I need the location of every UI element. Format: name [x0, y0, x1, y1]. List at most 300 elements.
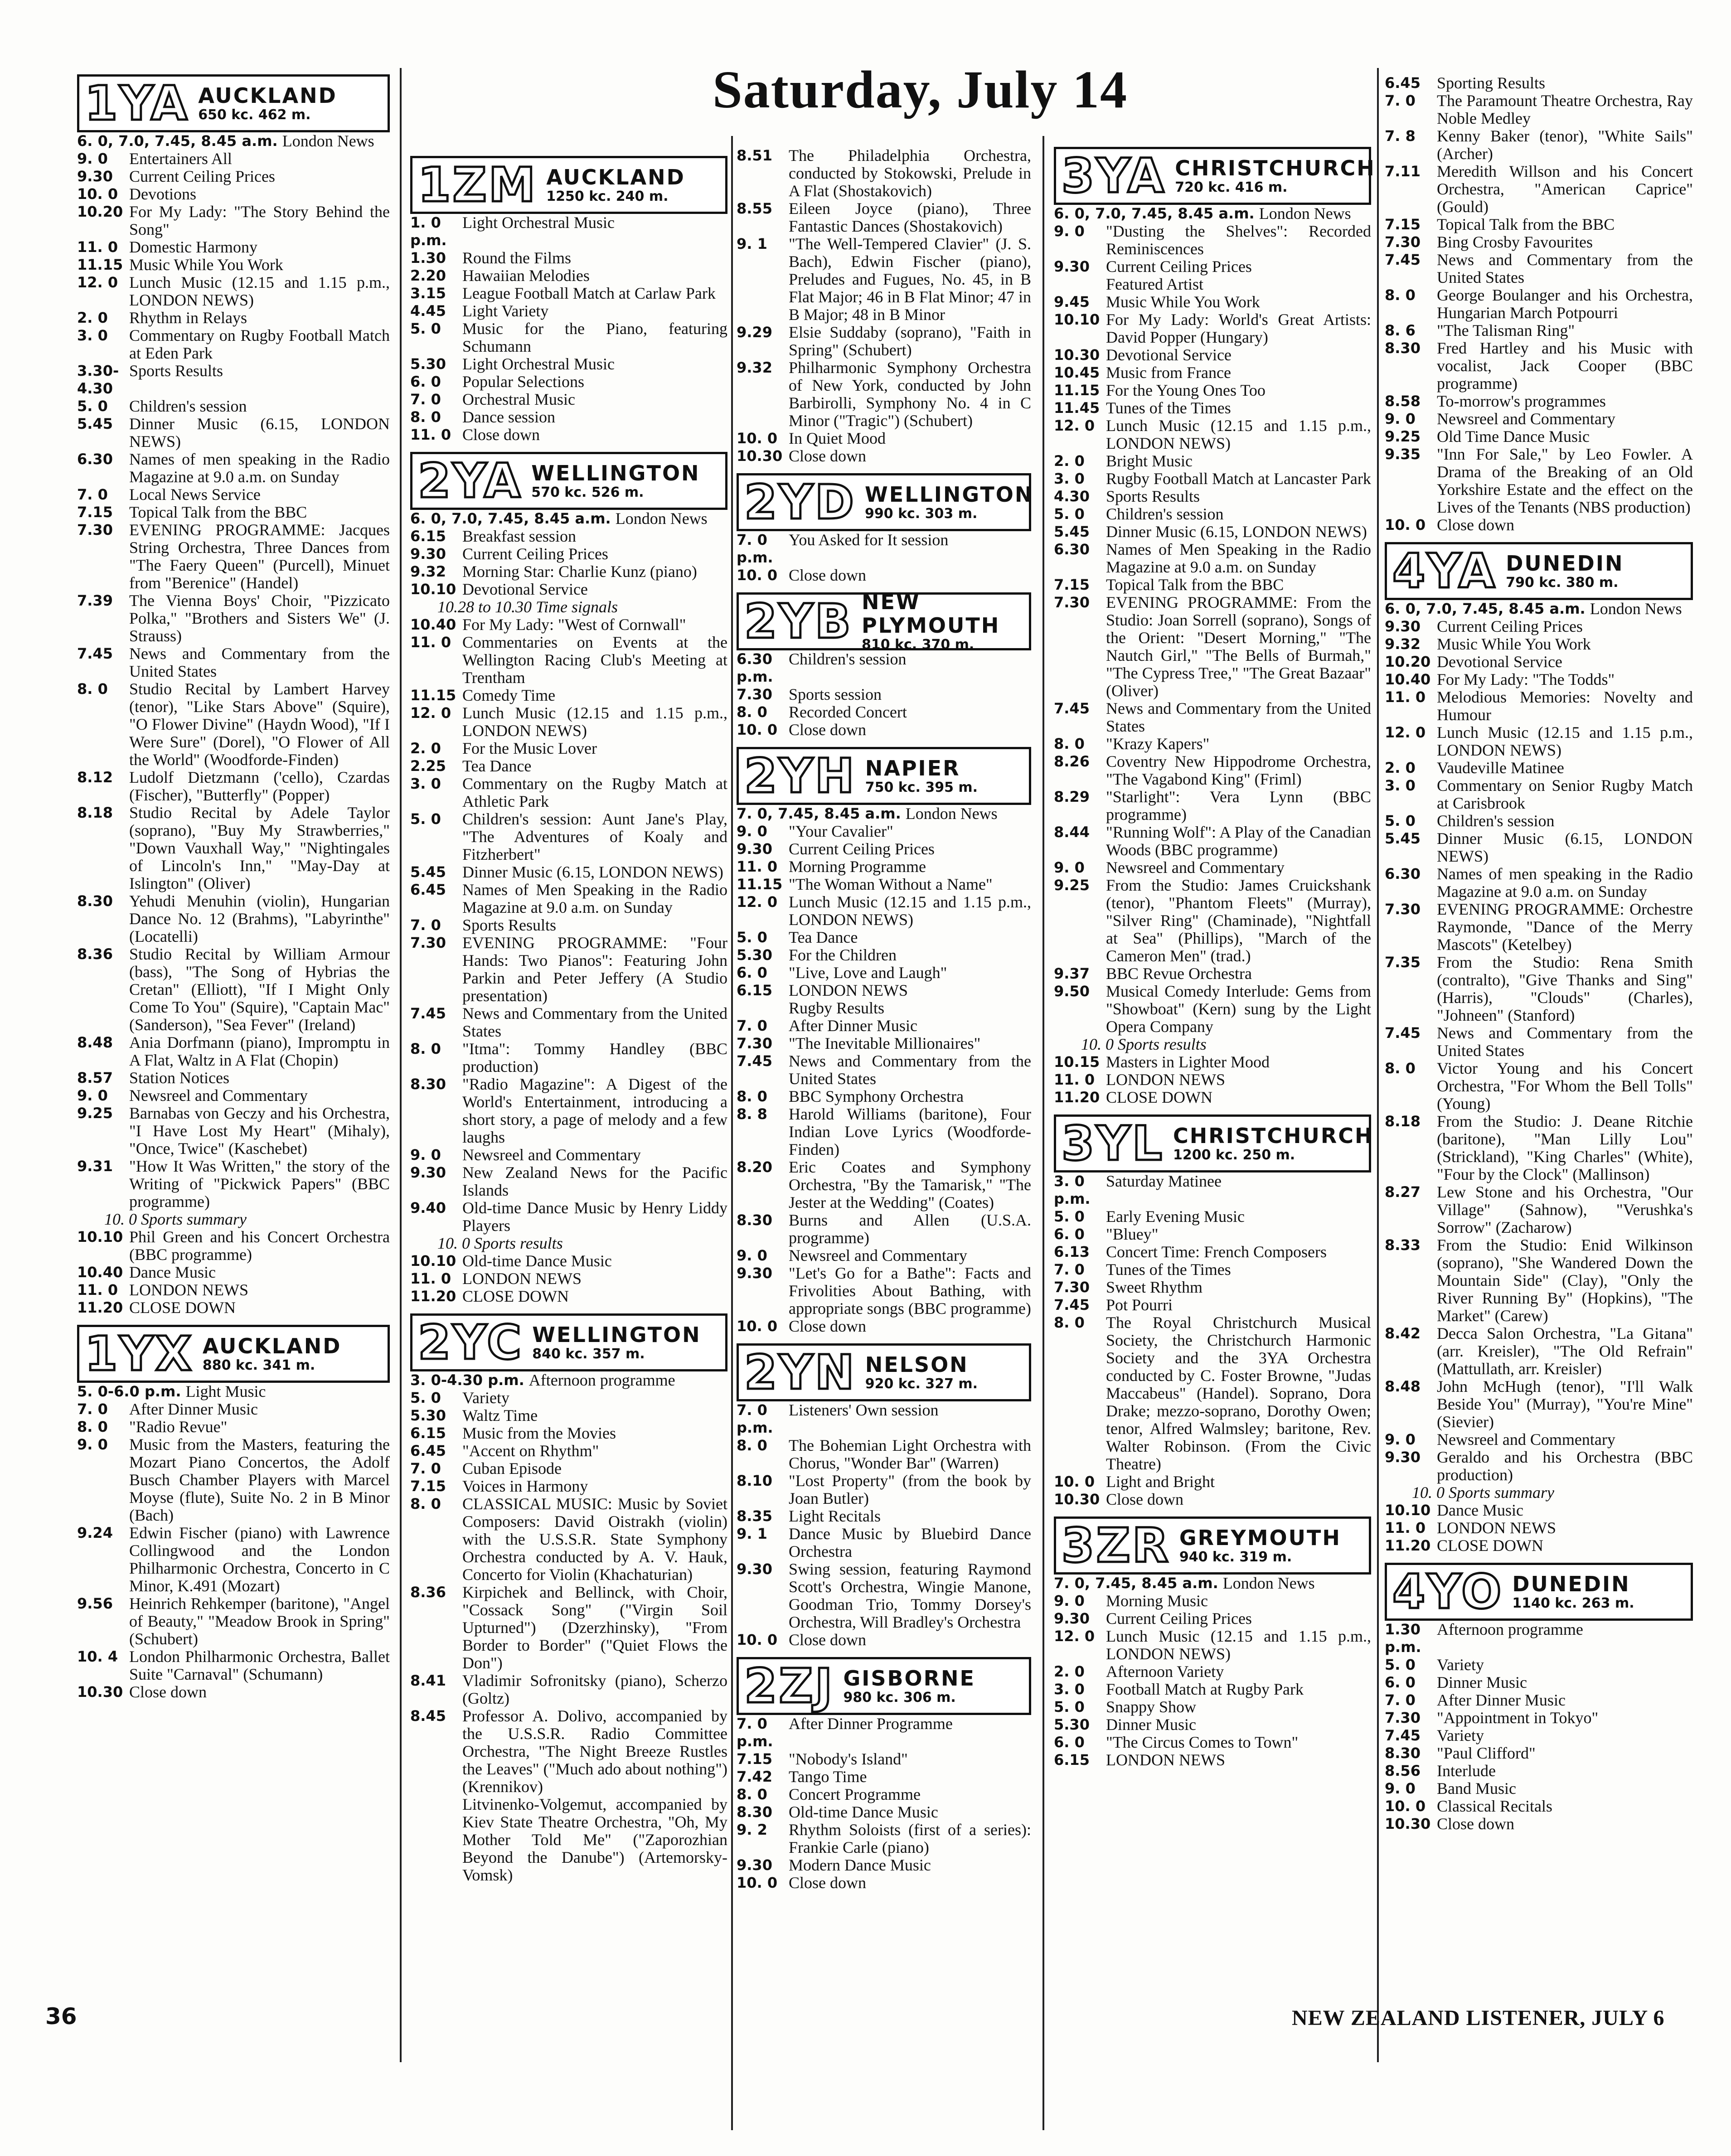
programme-entry [410, 1495, 727, 1584]
programme-entry [1054, 983, 1371, 1036]
station-info [529, 1316, 725, 1369]
programme-entry [1385, 1183, 1693, 1236]
programme-time: 12. 0 [737, 893, 778, 911]
programme-entry [1385, 653, 1693, 671]
programme-time: 10.30 [1054, 1491, 1100, 1508]
programme-entry [410, 616, 727, 634]
programme-description: Current Ceiling Prices [462, 545, 608, 563]
programme-description: Rhythm Soloists (first of a series): Frankie Carle (piano) [789, 1821, 1031, 1856]
programme-entry [410, 249, 727, 267]
programme-description: Dinner Music [1437, 1673, 1527, 1691]
programme-description: Tea Dance [462, 757, 532, 775]
programme-description: George Boulanger and his Orchestra, Hungarian March Potpourri [1437, 286, 1693, 322]
programme-entry [1054, 417, 1371, 452]
programme-time: 9.29 [737, 324, 772, 341]
programme-description: LONDON NEWS [1106, 1751, 1225, 1769]
programme-description: Commentaries on Events at the Wellington Racing Club's Meeting at Trentham [462, 633, 727, 687]
station-info [839, 1659, 1029, 1713]
programme-time: 7.30 [410, 934, 446, 951]
programme-time: 12. 0 [1054, 417, 1095, 434]
programme-time: 8.18 [77, 804, 113, 821]
programme-description: Close down [789, 721, 866, 739]
programme-entry [1054, 364, 1371, 382]
programme-entry [1385, 724, 1693, 759]
programme-description: Commentary on Senior Rugby Match at Carisbrook [1437, 776, 1693, 812]
station-call-sign: 2YC [418, 1315, 524, 1370]
programme-time: 9. 0 [737, 823, 767, 840]
programme-description: BBC Symphony Orchestra [789, 1087, 964, 1105]
programme-description: "How It Was Written," the story of the Writing of "Pickwick Papers" (BBC programme) [129, 1157, 390, 1211]
column-divider [1377, 68, 1379, 2062]
programme-entry [737, 235, 1031, 324]
station-city: CHRISTCHURCH [1175, 156, 1376, 180]
programme-description: The Philadelphia Orchestra, conducted by Stokowski, Prelude in A Flat (Shostakovich) [789, 146, 1031, 200]
programme-entry [410, 528, 727, 545]
programme-description: Newsreel and Commentary [789, 1246, 967, 1265]
station-frequency: 990 kc. 303 m. [865, 506, 978, 522]
programme-description: Newsreel and Commentary [1437, 410, 1615, 428]
programme-entry [1054, 346, 1371, 364]
programme-time: 6. 0 [1054, 1734, 1085, 1751]
programme-description: Names of men speaking in the Radio Magazine at 9.0 a.m. on Sunday [129, 450, 390, 486]
programme-time: 5.45 [1385, 830, 1421, 847]
programme-description: Lunch Music (12.15 and 1.15 p.m., LONDON NEWS) [789, 893, 1031, 929]
programme-entry [1385, 428, 1693, 446]
programme-entry [1385, 1621, 1693, 1656]
programme-entry [77, 1281, 390, 1299]
programme-time: 8.48 [1385, 1378, 1421, 1395]
programme-entry [410, 426, 727, 444]
programme-time: 8. 6 [1385, 322, 1416, 339]
listing-column-1 [77, 68, 390, 1709]
programme-time: 5. 0-6.0 p.m. [77, 1383, 181, 1400]
programme-time: 11. 0 [410, 1270, 451, 1287]
programme-entry [1385, 1519, 1693, 1537]
station-frequency: 980 kc. 306 m. [843, 1690, 956, 1705]
programme-time: 8.30 [77, 892, 113, 910]
programme-entry [1385, 759, 1693, 777]
programme-time: 3. 0 [1054, 1681, 1085, 1698]
programme-description: "The Talisman Ring" [1437, 321, 1575, 339]
programme-description: EVENING PROGRAMME: Orchestre Raymonde, "Dance of the Merry Mascots" (Ketelbey) [1437, 900, 1693, 954]
programme-entry [1385, 322, 1693, 339]
programme-description: Topical Talk from the BBC [1106, 576, 1284, 594]
programme-time: 9.30 [737, 1265, 772, 1282]
programme-description: After Dinner Music [1437, 1691, 1566, 1709]
programme-time: 7.15 [1385, 216, 1421, 233]
programme-time: 11.15 [1054, 382, 1100, 399]
programme-time: 9.35 [1385, 446, 1421, 463]
programme-time: 8. 0 [1385, 286, 1416, 304]
station-city: AUCKLAND [202, 1334, 342, 1358]
programme-time: 5. 0 [1054, 1208, 1085, 1225]
programme-entry [737, 1715, 1031, 1750]
programme-description: "The Inevitable Millionaires" [789, 1034, 981, 1052]
programme-time: 9. 2 [737, 1821, 767, 1838]
programme-entry [737, 876, 1031, 893]
programme-entry [410, 408, 727, 426]
column-divider [400, 68, 402, 2062]
programme-entry [410, 1424, 727, 1442]
station-city: AUCKLAND [546, 165, 685, 189]
programme-description: Close down [462, 426, 540, 444]
programme-description: LONDON NEWS [129, 1281, 248, 1299]
programme-entry [410, 1076, 727, 1146]
programme-entry [1385, 830, 1693, 865]
programme-entry [737, 823, 1031, 840]
programme-description: Orchestral Music [462, 390, 575, 408]
station-call-sign: 4YO [1392, 1564, 1503, 1619]
programme-entry [410, 510, 727, 528]
station-call-sign: 2YB [744, 594, 853, 649]
programme-entry [1385, 1691, 1693, 1709]
programme-description: Old-time Dance Music [462, 1252, 612, 1270]
programme-entry [410, 391, 727, 408]
programme-time: 7. 0 [1385, 1691, 1416, 1709]
programme-description: LONDON NEWS [1437, 1519, 1556, 1537]
programme-entry [77, 1400, 390, 1418]
station-header [1054, 1516, 1371, 1575]
programme-description: Classical Recitals [1437, 1797, 1552, 1815]
programme-description: Light Music [185, 1382, 266, 1400]
programme-time: 9. 0 [77, 1436, 108, 1453]
programme-description: Tunes of the Times [1106, 1260, 1231, 1279]
programme-description: Dinner Music (6.15, LONDON NEWS) [129, 415, 390, 451]
programme-time: 11.20 [410, 1288, 456, 1305]
programme-entry [1385, 777, 1693, 812]
programme-description: Rhythm in Relays [129, 309, 247, 327]
station-listing [1385, 1563, 1693, 1833]
programme-description: Close down [789, 1631, 866, 1649]
programme-entry [410, 863, 727, 881]
programme-description: Bing Crosby Favourites [1437, 233, 1593, 251]
station-frequency: 1200 kc. 250 m. [1173, 1147, 1295, 1163]
programme-entry [410, 1389, 727, 1407]
programme-description: Elsie Suddaby (soprano), "Faith in Spring" (Schubert) [789, 323, 1031, 359]
programme-description: Variety [1437, 1656, 1484, 1674]
programme-entry [737, 893, 1031, 929]
station-frequency: 790 kc. 380 m. [1506, 575, 1619, 591]
programme-description: New Zealand News for the Pacific Islands [462, 1163, 727, 1199]
programme-entry [410, 1199, 727, 1235]
programme-entry [77, 1683, 390, 1701]
programme-time: 11.20 [1054, 1089, 1100, 1106]
station-frequency: 940 kc. 319 m. [1179, 1549, 1292, 1565]
station-header [410, 1313, 727, 1371]
programme-time: 8.48 [77, 1034, 113, 1051]
programme-time: 7. 0 [410, 916, 441, 934]
programme-entry [1385, 1762, 1693, 1780]
programme-description: Light Variety [462, 302, 549, 320]
programme-description: Concert Programme [789, 1785, 921, 1803]
programme-entry [410, 1005, 727, 1040]
programme-entry [1054, 1575, 1371, 1592]
programme-entry [77, 168, 390, 185]
programme-entry [410, 775, 727, 810]
programme-description: From the Studio: Enid Wilkinson (soprano), "She Wandered Down the Mountain Side" (Clay), "Only the River Running By" (Hopkins), "The Market" (Carew) [1437, 1236, 1693, 1325]
programme-entry [1054, 1243, 1371, 1261]
programme-description: Philharmonic Symphony Orchestra of New York, conducted by John Barbirolli, Symphony No. 4 in C Minor ("Tragic") (Schubert) [789, 359, 1031, 430]
programme-time: 8.30 [410, 1076, 446, 1093]
programme-time: 10. 0 [77, 185, 118, 203]
programme-time: 9.24 [77, 1524, 113, 1541]
programme-entry [1054, 1663, 1371, 1681]
programme-description: "Inn For Sale," by Leo Fowler. A Drama of the Breaking of an Old Yorkshire Estate and the effect on the Lives of the Tenants (NBS production) [1437, 445, 1693, 516]
station-call-sign: 3YL [1062, 1116, 1164, 1171]
programme-description: Dinner Music (6.15, LONDON NEWS) [1437, 829, 1693, 865]
programme-description: News and Commentary from the United States [1106, 699, 1371, 735]
programme-time: 9.50 [1054, 983, 1090, 1000]
programme-time: 8.33 [1385, 1236, 1421, 1254]
programme-time: 7.39 [77, 592, 113, 609]
programme-description: The Paramount Theatre Orchestra, Ray Noble Medley [1437, 92, 1693, 127]
programme-time: 7.30 [1385, 901, 1421, 918]
programme-time: 3.30-4.30 [77, 362, 119, 397]
programme-description: For My Lady: "The Story Behind the Song" [129, 203, 390, 238]
station-listing [737, 473, 1034, 584]
programme-entry [1054, 1208, 1371, 1226]
programme-entry [1054, 1592, 1371, 1610]
programme-time: 6. 0, 7.0, 7.45, 8.45 a.m. [1385, 600, 1586, 617]
programme-description: Music from the Movies [462, 1424, 616, 1442]
programme-description: "Krazy Kapers" [1106, 735, 1210, 753]
programme-description: Decca Salon Orchestra, "La Gitana" (arr. Kreisler), "The Old Refrain" (Mattullath, arr. Kreisler) [1437, 1324, 1693, 1378]
programme-description: "The Circus Comes to Town" [1106, 1733, 1299, 1751]
programme-time: 7.45 [77, 645, 113, 662]
programme-time: 7. 0 [1054, 1261, 1085, 1278]
programme-entry [1054, 1261, 1371, 1279]
station-call-sign: 2YA [418, 453, 523, 509]
programme-time: 8.26 [1054, 753, 1090, 770]
programme-time: 6.30 p.m. [737, 650, 773, 685]
station-header [1385, 1563, 1693, 1621]
programme-time: 6.45 [410, 1442, 446, 1459]
programme-description: Listeners' Own session [789, 1401, 939, 1419]
programme-time: 7.30 [737, 1035, 772, 1052]
programme-time: 5. 0 [1054, 505, 1085, 523]
programme-time: 6.30 [1385, 865, 1421, 882]
programme-time: 3. 0 [1054, 470, 1085, 487]
programme-entry [737, 1631, 1031, 1649]
programme-description: Names of men speaking in the Radio Magazine at 9.0 a.m. on Sunday [1437, 865, 1693, 901]
programme-time: 9.30 [1385, 618, 1421, 635]
programme-time: 10.10 [1385, 1502, 1431, 1519]
programme-time: 7.15 [737, 1750, 772, 1768]
programme-time: 11. 0 [77, 238, 118, 256]
programme-entry [1054, 1698, 1371, 1716]
programme-description: Lunch Music (12.15 and 1.15 p.m., LONDON NEWS) [129, 273, 390, 309]
programme-entry [1385, 92, 1693, 127]
programme-description: Rugby Football Match at Lancaster Park [1106, 470, 1371, 488]
programme-entry [1054, 1279, 1371, 1296]
programme-time: 6. 0 [1385, 1674, 1416, 1691]
programme-description: Current Ceiling Prices [789, 840, 935, 858]
programme-time: 6.45 [410, 881, 446, 898]
programme-entry [410, 1235, 727, 1252]
programme-time: 12. 0 [1054, 1628, 1095, 1645]
programme-time: 8. 0 [77, 1418, 108, 1435]
programme-entry [737, 686, 1031, 703]
programme-entry [1054, 735, 1371, 753]
programme-time: 11.20 [77, 1299, 123, 1316]
programme-description: Current Ceiling Prices [1437, 617, 1583, 635]
station-header [1385, 542, 1693, 600]
programme-time: 8.42 [1385, 1325, 1421, 1342]
programme-description: "Paul Clifford" [1437, 1744, 1536, 1762]
programme-time: 7.30 [1054, 594, 1090, 611]
programme-entry [1054, 576, 1371, 594]
programme-time: 3. 0 [1385, 777, 1416, 794]
programme-entry [1385, 688, 1693, 724]
programme-description: For the Music Lover [462, 739, 597, 757]
programme-entry [1385, 251, 1693, 286]
programme-time: 7. 0 [77, 1400, 108, 1418]
programme-time: 7.45 [1054, 1296, 1090, 1313]
programme-time: 9.31 [77, 1158, 113, 1175]
programme-time: 8. 0 [737, 703, 767, 721]
programme-entry [77, 1158, 390, 1211]
programme-time: 10.20 [1385, 653, 1431, 670]
programme-time: 8. 0 [1054, 735, 1085, 752]
programme-entry [77, 309, 390, 327]
programme-entry [737, 1158, 1031, 1211]
programme-time: 8.45 [410, 1707, 446, 1725]
programme-description: Light Orchestral Music [462, 355, 615, 373]
station-city: GISBORNE [843, 1666, 975, 1691]
programme-entry [77, 1436, 390, 1524]
programme-entry [737, 147, 1031, 200]
programme-description: London News [1590, 600, 1682, 618]
programme-description: Topical Talk from the BBC [129, 503, 307, 521]
programme-time: 8.55 [737, 200, 772, 217]
programme-entry [737, 1401, 1031, 1437]
station-info [1176, 1519, 1369, 1572]
programme-description: Close down [789, 1874, 866, 1892]
programme-description: Variety [462, 1389, 509, 1407]
column-divider [1042, 136, 1044, 2130]
programme-entry [77, 238, 390, 256]
programme-entry [1385, 233, 1693, 251]
programme-entry [737, 567, 1031, 584]
programme-description: Names of Men Speaking in the Radio Magazine at 9.0 a.m. on Sunday [462, 881, 727, 916]
programme-entry [1385, 216, 1693, 233]
station-call-sign: 2YD [744, 475, 856, 530]
programme-entry [1054, 452, 1371, 470]
programme-time: 9.56 [77, 1595, 113, 1612]
programme-entry [1385, 1727, 1693, 1744]
programme-description: Tea Dance [789, 928, 858, 946]
programme-time: 7.45 [737, 1052, 772, 1070]
programme-time: 10. 0 [1054, 1473, 1095, 1490]
station-call-sign: 2YH [744, 748, 856, 804]
programme-description: "Lost Property" (from the book by Joan Butler) [789, 1472, 1031, 1507]
programme-time: 6.30 [1054, 541, 1090, 558]
programme-time: 7. 8 [1385, 127, 1416, 145]
programme-entry [737, 1318, 1031, 1335]
programme-time: 9. 0 [1054, 1592, 1085, 1609]
programme-time: 6.15 [737, 982, 772, 999]
programme-note: 10. 0 Sports results [437, 1234, 563, 1252]
programme-time: 11. 0 [77, 1281, 118, 1298]
programme-description: Ludolf Dietzmann ('cello), Czardas (Fischer), "Butterfly" (Popper) [129, 768, 390, 804]
station-city: NEW PLYMOUTH [861, 590, 1000, 638]
programme-entry [77, 521, 390, 592]
programme-time: 2. 0 [1385, 759, 1416, 776]
programme-entry [737, 1874, 1031, 1892]
programme-time: 3. 0 [410, 775, 441, 792]
programme-entry [1385, 1656, 1693, 1674]
programme-description: Afternoon programme [529, 1371, 675, 1389]
programme-time: 5.30 [1054, 1716, 1090, 1733]
programme-time: 8.41 [410, 1672, 446, 1689]
programme-description: Dance session [462, 408, 555, 426]
programme-time: 7.11 [1385, 163, 1421, 180]
programme-time: 10.15 [1054, 1053, 1100, 1071]
programme-description: Children's session [1106, 505, 1224, 523]
programme-time: 9. 0 [410, 1146, 441, 1163]
programme-description: Old-time Dance Music by Henry Liddy Players [462, 1199, 727, 1235]
programme-time: 2. 0 [1054, 1663, 1085, 1680]
programme-time: 7. 0 p.m. [737, 1715, 773, 1750]
programme-entry [77, 1069, 390, 1087]
programme-time: 10.30 [1385, 1815, 1431, 1832]
listing-column-3 [737, 141, 1034, 1900]
programme-description: Rugby Results [789, 999, 885, 1017]
programme-entry [410, 214, 727, 249]
programme-entry [77, 769, 390, 804]
programme-description: Bright Music [1106, 452, 1193, 470]
programme-entry [410, 634, 727, 687]
programme-entry [1054, 276, 1371, 293]
station-header [1054, 1114, 1374, 1172]
programme-time: 11.20 [1385, 1537, 1431, 1554]
programme-description: Current Ceiling Prices [129, 167, 275, 185]
programme-time: 7. 0 p.m. [737, 531, 773, 566]
programme-description: Light and Bright [1106, 1473, 1215, 1491]
programme-time: 3. 0 p.m. [1054, 1172, 1091, 1207]
programme-description: Interlude [1437, 1762, 1496, 1780]
programme-time: 11.45 [1054, 399, 1100, 417]
programme-entry [1385, 671, 1693, 688]
programme-entry [1385, 1709, 1693, 1727]
programme-time: 7. 0, 7.45, 8.45 a.m. [737, 805, 901, 822]
programme-time: 10. 0 [1385, 1797, 1426, 1815]
programme-description: From the Studio: Rena Smith (contralto), "Give Thanks and Sing" (Harris), "Clouds" (Charles), "Johneen" (Stanford) [1437, 953, 1693, 1024]
programme-time: 2. 0 [410, 740, 441, 757]
programme-time: 10.40 [1385, 671, 1431, 688]
programme-description: Topical Talk from the BBC [1437, 215, 1615, 233]
programme-description: Old Time Dance Music [1437, 427, 1590, 446]
programme-entry [77, 132, 390, 150]
programme-entry [1385, 901, 1693, 954]
programme-description: Football Match at Rugby Park [1106, 1680, 1304, 1698]
page-title: Saturday, July 14 [713, 60, 1128, 119]
programme-time: 8. 0 [410, 408, 441, 426]
programme-entry [1385, 1431, 1693, 1449]
programme-time: 10. 0 [737, 1874, 778, 1891]
programme-description: Dinner Music [1106, 1715, 1196, 1734]
programme-entry [1054, 788, 1371, 824]
programme-time: 9.45 [1054, 293, 1090, 310]
station-header [737, 473, 1034, 531]
station-city: GREYMOUTH [1179, 1526, 1341, 1550]
programme-description: Sweet Rhythm [1106, 1278, 1202, 1296]
programme-time: 11. 0 [737, 858, 778, 875]
programme-description: Popular Selections [462, 373, 584, 391]
programme-description: For My Lady: "The Todds" [1437, 670, 1615, 688]
programme-entry [737, 1856, 1031, 1874]
programme-description: LONDON NEWS [1106, 1071, 1225, 1089]
